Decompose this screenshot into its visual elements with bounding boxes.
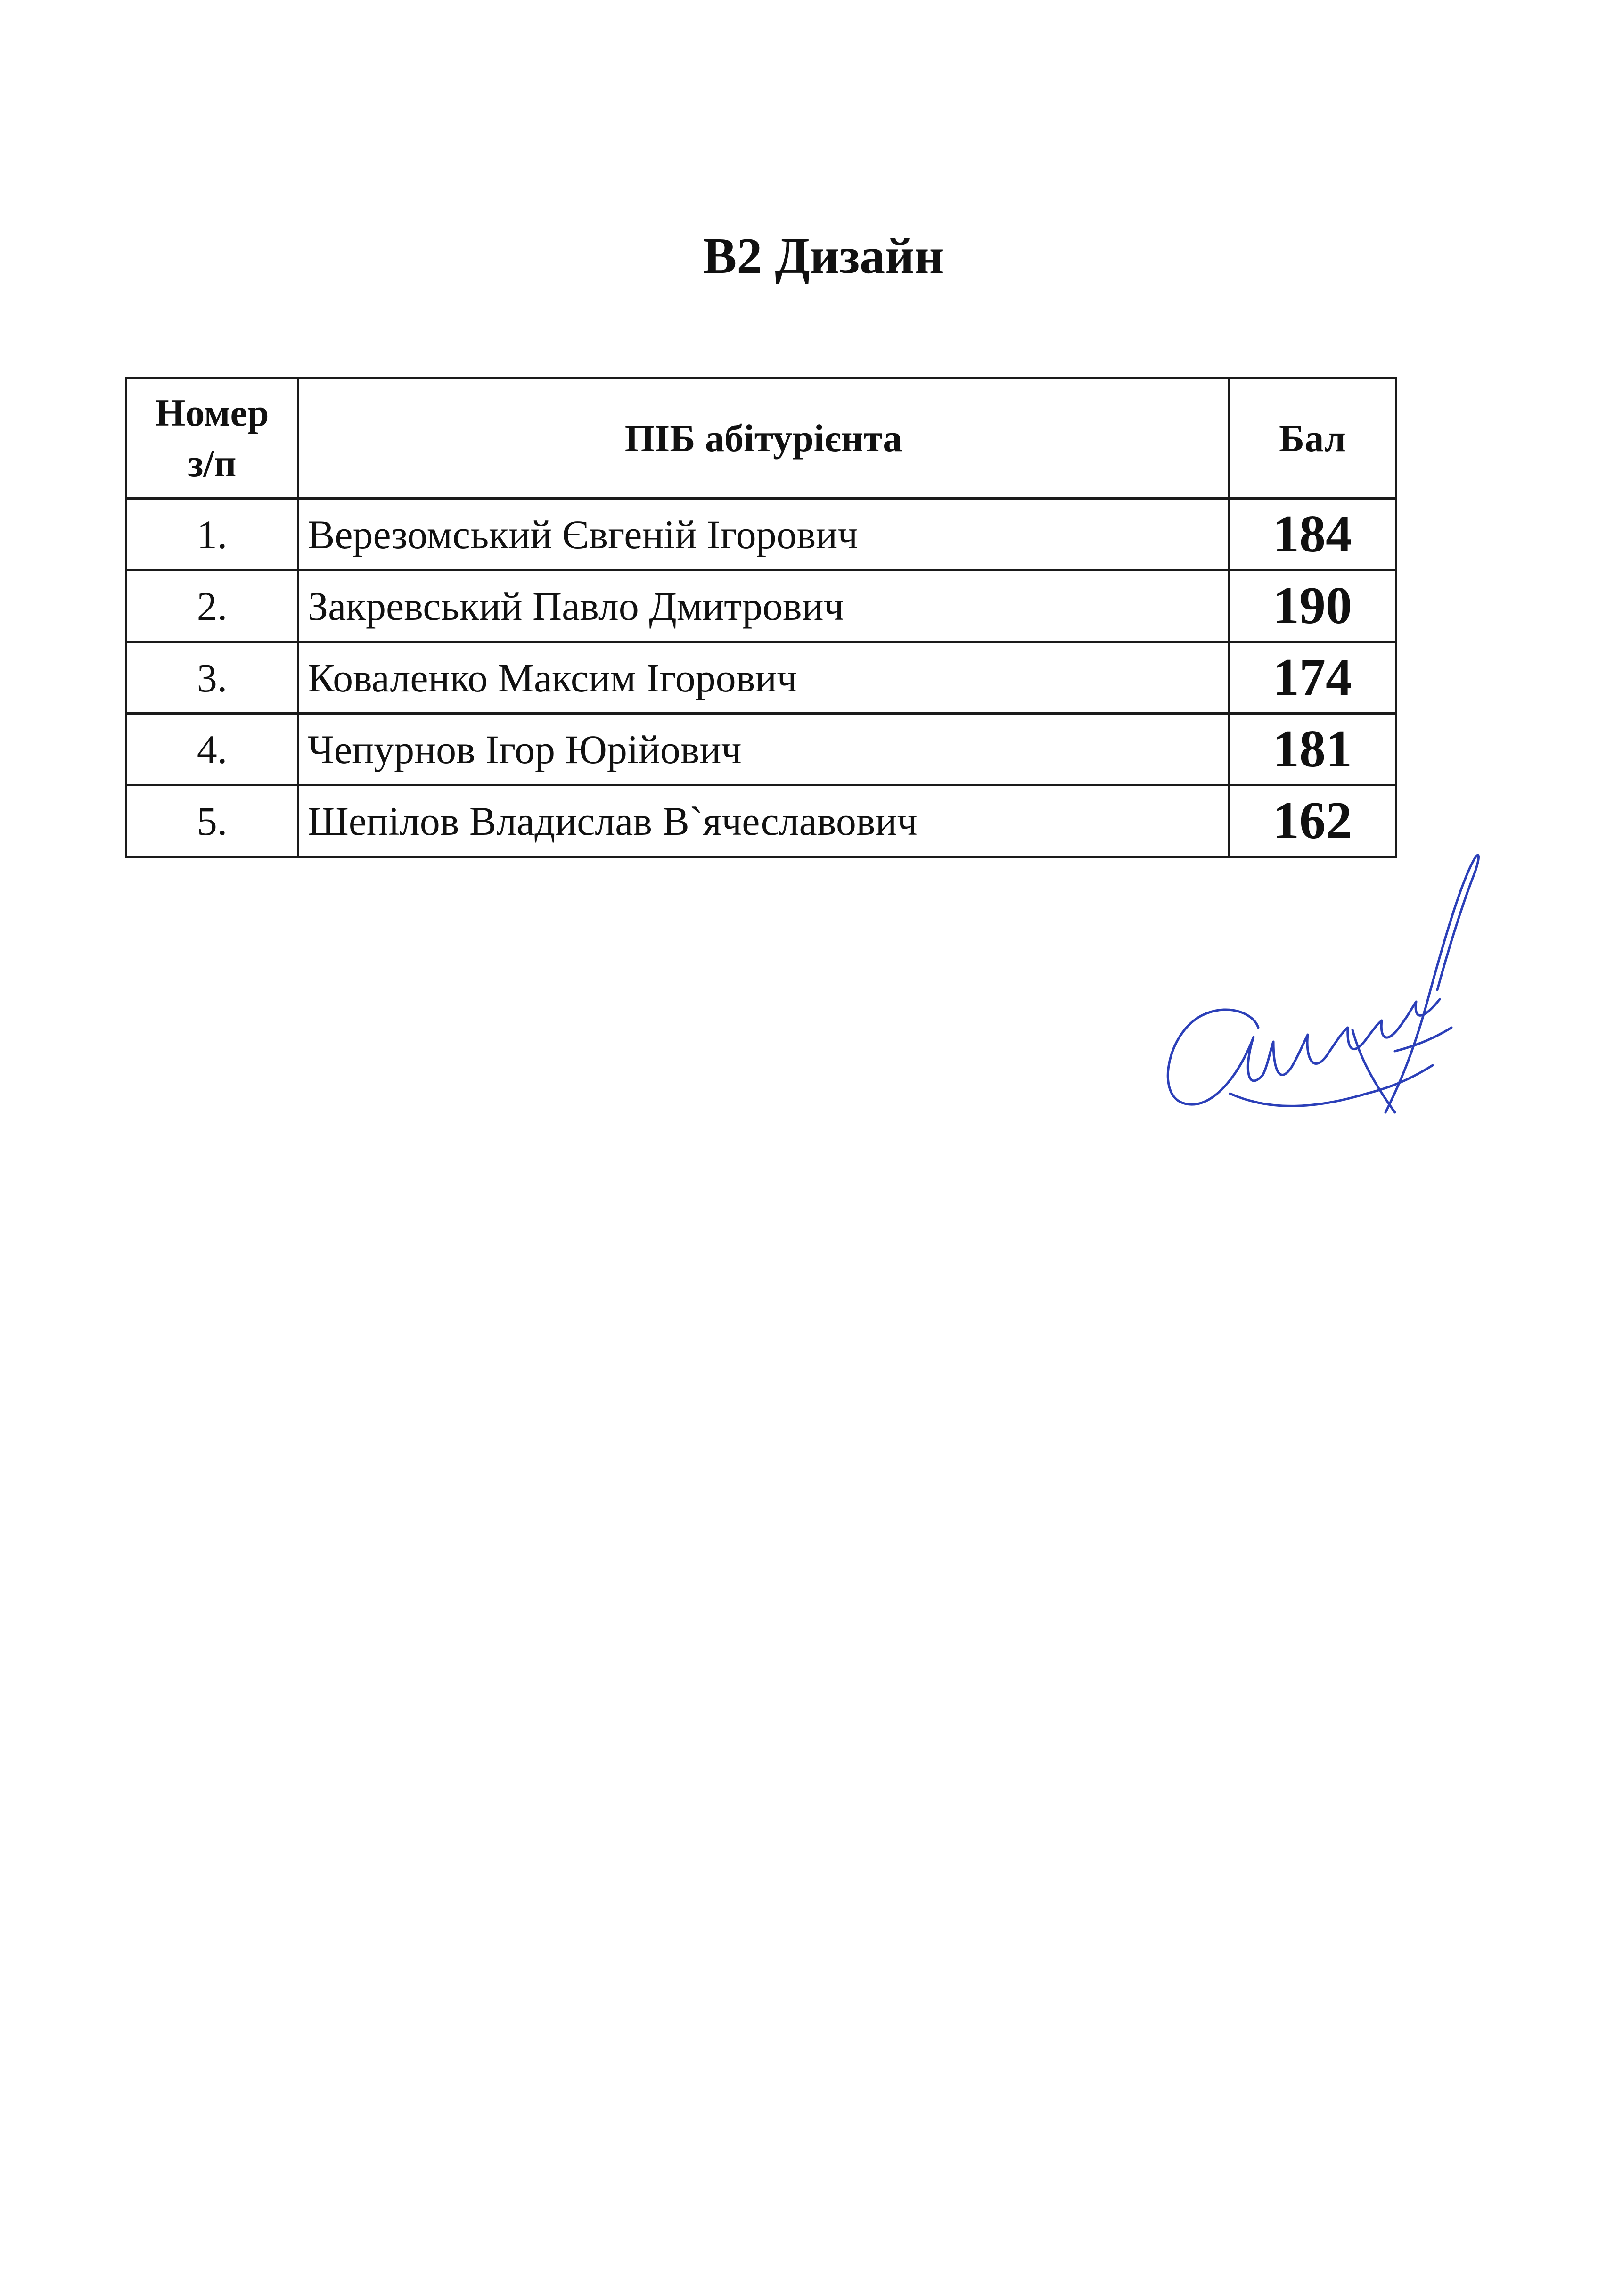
header-name: ПІБ абітурієнта (298, 379, 1229, 499)
table-row (126, 499, 1396, 570)
row-score: 174 (1229, 642, 1396, 714)
row-number: 2. (126, 570, 298, 642)
table-row (126, 642, 1396, 714)
header-number-line1: Номер (155, 391, 269, 435)
table-row (126, 570, 1396, 642)
row-name: Верезомський Євгеній Ігорович (298, 499, 1229, 570)
header-score: Бал (1229, 379, 1396, 499)
row-name: Шепілов Владислав В`ячеславович (298, 785, 1229, 857)
row-score: 181 (1229, 714, 1396, 785)
row-number: 5. (126, 785, 298, 857)
row-name: Закревський Павло Дмитрович (298, 570, 1229, 642)
row-score: 190 (1229, 570, 1396, 642)
row-name: Чепурнов Ігор Юрійович (298, 714, 1229, 785)
row-score: 162 (1229, 785, 1396, 857)
row-number: 3. (126, 642, 298, 714)
results-table (125, 377, 1397, 858)
row-number: 4. (126, 714, 298, 785)
table-row (126, 714, 1396, 785)
header-number-line2: з/п (188, 442, 237, 485)
row-score: 184 (1229, 499, 1396, 570)
row-name: Коваленко Максим Ігорович (298, 642, 1229, 714)
signature-mark (1150, 830, 1480, 1136)
page-title: В2 Дизайн (703, 228, 944, 284)
table-header-row (126, 379, 1396, 499)
row-number: 1. (126, 499, 298, 570)
header-number (126, 379, 298, 499)
